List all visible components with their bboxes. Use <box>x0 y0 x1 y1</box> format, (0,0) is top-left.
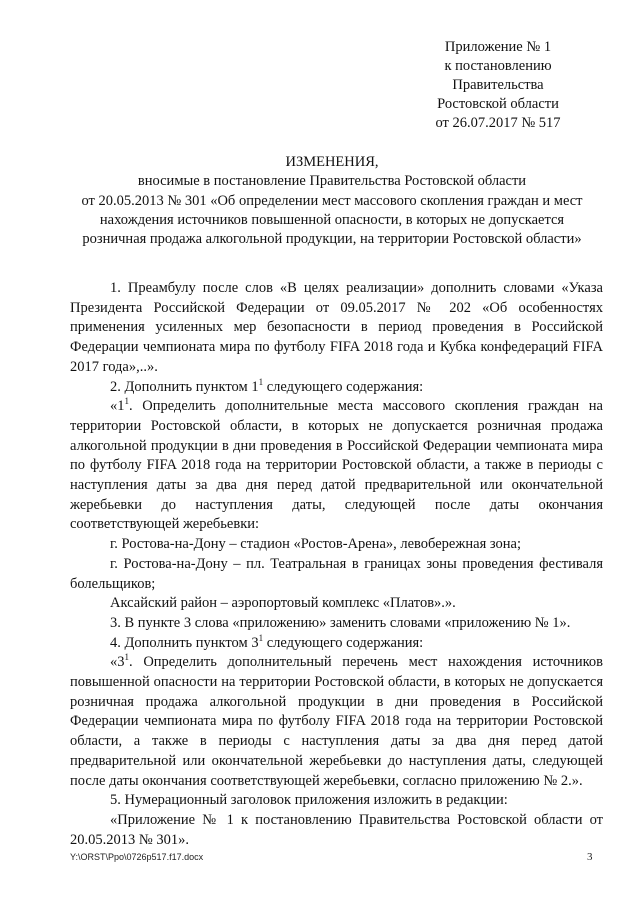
item-1-preamble: 1. Преамбулу после слов «В целях реализации» дополнить словами «Указа Президента Российской Федерации от 09.05.2017 № 202 «Об особенностях применения усиленных мер безопасности в период проведения в Российской Федерации чемпионата мира по футболу FIFA 2018 года и Кубка конфедераций FIFA 2017 года»,..». <box>70 280 603 375</box>
point-1-1-text <box>70 397 603 535</box>
footer-page-number: 3 <box>587 851 593 863</box>
point-3-1-body: . Определить дополнительный перечень мест нахождения источников повышенной опасности на территории Ростовской области, в которых не допускается розничная продажа алкогольной продукции в дни проведения в Российской Федерации чемпионата мира по футболу FIFA 2018 года на территории Ростовской области, а также в периоды с наступления даты за два дня перед датой предварительной или окончательной жеребьевки до наступления даты, следующей после даты окончания соответствующей жеребьевки, согласно приложению № 2.». <box>70 654 603 789</box>
point-1-1-superscript: 1 <box>124 396 129 407</box>
heading-line-1: вносимые в постановление Правительства Ростовской области <box>137 173 527 190</box>
item-2-text: 2. Дополнить пунктом 1 <box>110 378 259 395</box>
item-4-superscript: 1 <box>258 632 264 643</box>
annex-line-1: Приложение № 1 <box>444 39 552 55</box>
item-5-new-title: «Приложение № 1 к постановлению Правительства Ростовской области от 20.05.2013 № 301». <box>70 811 603 848</box>
item-2-add-point <box>70 378 603 398</box>
point-3-1-text <box>70 653 603 791</box>
point-1-1-body: . Определить дополнительные места массового скопления граждан на территории Ростовской области, в которых не допускается розничная продажа алкогольной продукции в дни проведения в Российской Федерации чемпионата мира по футболу FIFA 2018 года на территории Ростовской области, а также в периоды с наступления даты за два дня перед датой предварительной или окончательной жеребьевки до наступления даты, следующей после даты окончания соответствующей жеребьевки: <box>70 398 603 533</box>
annex-line-4: Ростовской области <box>437 96 559 112</box>
location-platov: Аксайский район – аэропортовый комплекс «Платов».». <box>110 595 456 612</box>
point-3-1-superscript: 1 <box>124 652 129 663</box>
heading-line-3: нахождения источников повышенной опасности, в которых не допускается <box>99 211 565 228</box>
point-3-1-number: «3 <box>110 654 125 671</box>
annex-block <box>405 38 591 133</box>
item-5-header: 5. Нумерационный заголовок приложения изложить в редакции: <box>110 792 508 809</box>
annex-line-2: к постановлению <box>444 58 552 74</box>
heading-line-2: от 20.05.2013 № 301 «Об определении мест массового скопления граждан и мест <box>81 192 583 209</box>
heading-line-4: розничная продажа алкогольной продукции, на территории Ростовской области» <box>82 231 582 248</box>
document-body <box>70 279 603 850</box>
location-teatralnaya: г. Ростова-на-Дону – пл. Театральная в границах зоны проведения фестиваля болельщиков; <box>70 555 603 592</box>
item-2-superscript: 1 <box>258 376 264 387</box>
location-rostov-arena: г. Ростова-на-Дону – стадион «Ростов-Арена», левобережная зона; <box>110 536 521 553</box>
point-1-1-number: «1 <box>110 398 125 415</box>
item-2-text-end: следующего содержания: <box>263 378 424 395</box>
annex-line-5: от 26.07.2017 № 517 <box>435 115 561 131</box>
document-heading <box>58 153 606 249</box>
item-4-text: 4. Дополнить пунктом 3 <box>110 634 259 651</box>
annex-line-3: Правительства <box>452 77 544 93</box>
item-4-add-point <box>70 634 603 654</box>
item-4-text-end: следующего содержания: <box>263 634 424 651</box>
item-3-replace: 3. В пункте 3 слова «приложению» заменить словами «приложению № 1». <box>110 614 571 631</box>
footer-file-path: Y:\ORST\Ppo\0726p517.f17.docx <box>70 852 204 862</box>
heading-title: ИЗМЕНЕНИЯ, <box>285 154 379 170</box>
